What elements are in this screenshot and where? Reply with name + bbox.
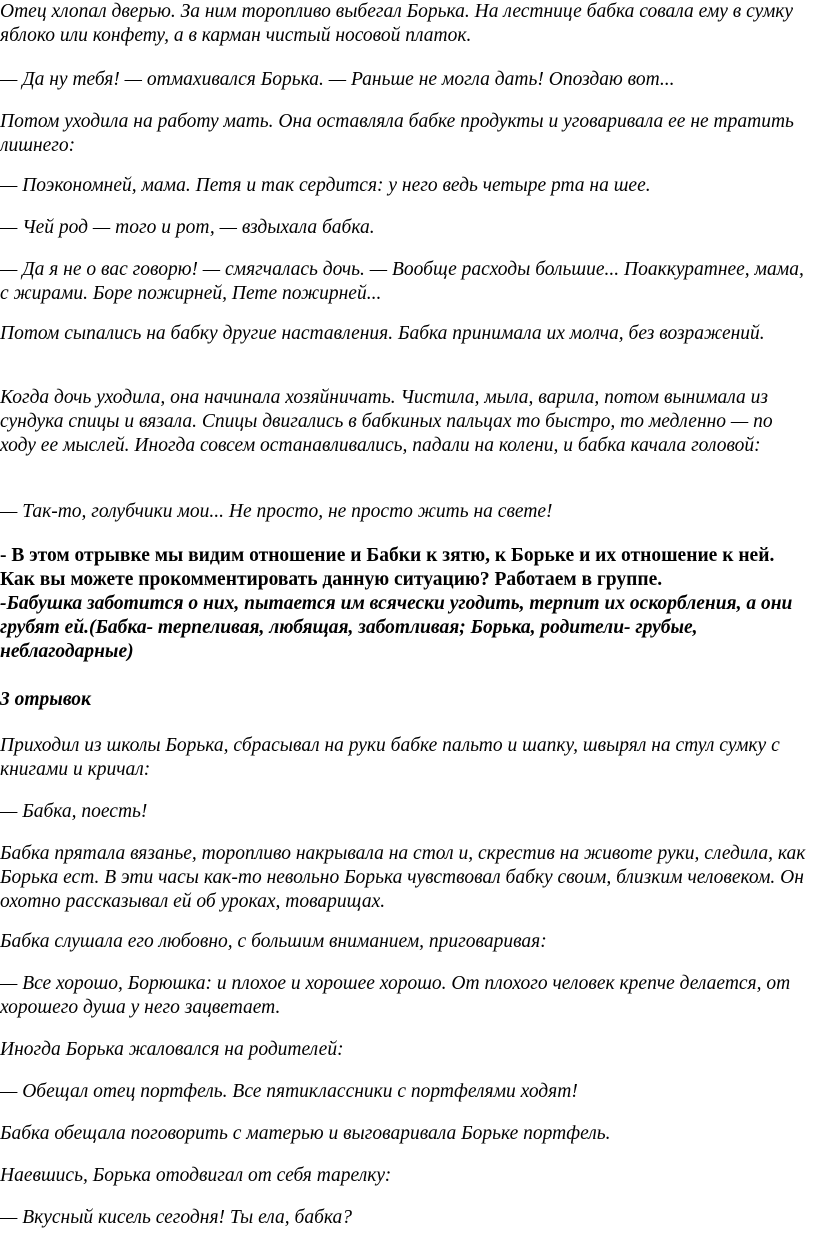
paragraph: Приходил из школы Борька, сбрасывал на руки бабке пальто и шапку, швырял на стул сумку с книгами и кричал: — [0, 735, 780, 780]
paragraph: Бабка обещала поговорить с матерью и выговаривала Борьке портфель. — [0, 1123, 611, 1144]
paragraph: Потом сыпались на бабку другие наставления. Бабка принимала их молча, без возражений. — [0, 323, 765, 344]
paragraph: Когда дочь уходила, она начинала хозяйничать. Чистила, мыла, варила, потом вынимала из сундука спицы и вязала. Спицы двигались в бабкиных пальцах то быстро, то медленно — по ходу ее мыслей. Иногда совсем останавливались, падали на колени, и бабка качала головой: — [0, 387, 773, 456]
section-heading: 3 отрывок — [0, 689, 91, 710]
paragraph: — Все хорошо, Борюшка: и плохое и хорошее хорошо. От плохого человек крепче делается, от хорошего душа у него зацветает. — [0, 973, 791, 1018]
paragraph: Отец хлопал дверью. За ним торопливо выбегал Борька. На лестнице бабка совала ему в сумку яблоко или конфету, а в карман чистый носовой платок. — [0, 1, 794, 46]
paragraph: — Да ну тебя! — отмахивался Борька. — Раньше не могла дать! Опоздаю вот... — [0, 69, 675, 90]
paragraph: — Вкусный кисель сегодня! Ты ела, бабка? — [0, 1207, 353, 1228]
discussion-question: - В этом отрывке мы видим отношение и Бабки к зятю, к Борьке и их отношение к ней. Как вы можете прокомментировать данную ситуацию? Работаем в группе. — [0, 545, 775, 590]
paragraph: — Да я не о вас говорю! — смягчалась дочь. — Вообще расходы большие... Поаккуратнее, мама, с жирами. Боре пожирней, Пете пожирней... — [0, 259, 804, 304]
paragraph: Бабка прятала вязанье, торопливо накрывала на стол и, скрестив на животе руки, следила, как Борька ест. В эти часы как-то невольно Борька чувствовал бабку своим, близким человеком. Он охотно рассказывал ей об уроках, товарищах. — [0, 843, 806, 912]
paragraph: — Обещал отец портфель. Все пятиклассники с портфелями ходят! — [0, 1081, 578, 1102]
paragraph: Бабка слушала его любовно, с большим вниманием, приговаривая: — [0, 931, 547, 952]
paragraph: Наевшись, Борька отодвигал от себя тарелку: — [0, 1165, 392, 1186]
paragraph: Иногда Борька жаловался на родителей: — [0, 1039, 344, 1060]
paragraph: — Поэкономней, мама. Петя и так сердится: у него ведь четыре рта на шее. — [0, 175, 651, 196]
discussion-answer: -Бабушка заботится о них, пытается им всячески угодить, терпит их оскорбления, а они грубят ей.(Бабка- терпеливая, любящая, заботливая; Борька, родители- грубые, неблагодарные) — [0, 593, 793, 662]
paragraph: — Так-то, голубчики мои... Не просто, не просто жить на свете! — [0, 501, 553, 522]
paragraph: — Бабка, поесть! — [0, 801, 148, 822]
paragraph: — Чей род — того и рот, — вздыхала бабка. — [0, 217, 375, 238]
paragraph: Потом уходила на работу мать. Она оставляла бабке продукты и уговаривала ее не тратить лишнего: — [0, 111, 794, 156]
